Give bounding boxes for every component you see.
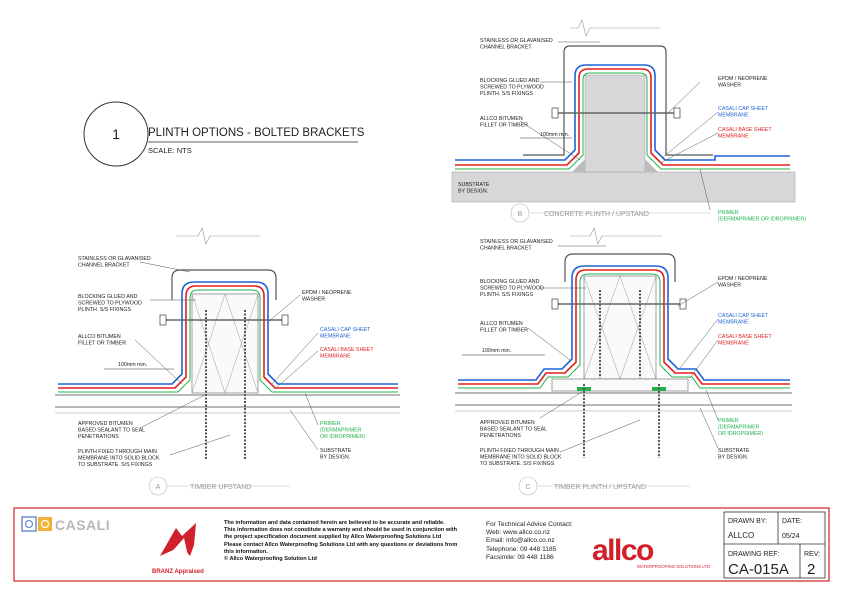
label-washer: EPDM / NEOPRENE WASHER: [718, 276, 768, 289]
leader-line: [662, 112, 718, 158]
disclaimer-line: the project specification document supplied by Allco Waterproofing Solutions Ltd: [224, 534, 442, 541]
contact-phone: Telephone: 09 448 1185: [486, 545, 557, 553]
caption-letter: B: [517, 211, 523, 218]
dimension-label: 100mm min.: [118, 362, 148, 368]
leader-line: [272, 333, 318, 384]
label-fillet: ALLCO BITUMEN FILLET OR TIMBER: [480, 116, 529, 129]
label-sealant: APPROVED BITUMEN BASED SEALANT TO SEAL PENETRATIONS: [78, 421, 146, 440]
label-cap-sheet: CASALI CAP SHEET MEMBRANE: [320, 327, 371, 340]
contact-heading: For Technical Advice Contact:: [486, 521, 573, 528]
date-value: 05/24: [782, 533, 800, 540]
label-blocking: BLOCKING GLUED AND SCREWED TO PLYWOOD PLINTH. S/S FIXINGS: [78, 294, 142, 313]
caption-letter: A: [155, 484, 161, 491]
leader-line: [560, 420, 640, 452]
bolt-head: [160, 315, 166, 325]
disclaimer: [224, 520, 474, 563]
label-substrate: SUBSTRATE BY DESIGN.: [718, 448, 750, 461]
label-cap-sheet: CASALI CAP SHEET MEMBRANE: [718, 313, 769, 326]
leader-line: [678, 282, 718, 306]
timber-plinth: [584, 276, 656, 379]
caption-letter: C: [525, 484, 531, 491]
label-bracket: STAINLESS OR GLAVANISED CHANNEL BRACKET: [480, 239, 553, 252]
contact-info: [486, 521, 586, 562]
bitumen-fillet: [645, 159, 658, 172]
detail-c: [455, 228, 792, 495]
label-washer: EPDM / NEOPRENE WASHER: [302, 290, 352, 303]
date-label: DATE:: [782, 518, 803, 525]
allco-logo: allco: [592, 534, 653, 567]
label-base-sheet: CASALI BASE SHEET MEMBRANE: [718, 334, 772, 347]
leader-line: [668, 82, 700, 113]
allco-tagline: WATERPROOFING SOLUTIONS LTD: [637, 564, 710, 569]
contact-email[interactable]: Email: info@allco.co.nz: [486, 537, 555, 545]
label-cap-sheet: CASALI CAP SHEET MEMBRANE: [718, 106, 769, 119]
label-fixed: PLINTH FIXED THROUGH MAIN MEMBRANE INTO SOLID BLOCK TO SUBSTRATE. S/S FIXINGS: [78, 449, 160, 468]
label-substrate: SUBSTRATE BY DESIGN.: [320, 448, 352, 461]
branz-label: BRANZ Appraised: [152, 569, 204, 575]
dimension-label: 100mm min.: [482, 348, 512, 354]
label-bracket: STAINLESS OR GLAVANISED CHANNEL BRACKET: [480, 38, 553, 51]
label-fillet: ALLCO BITUMEN FILLET OR TIMBER: [480, 321, 529, 334]
leader-line: [140, 262, 190, 272]
drawn-by-label: DRAWN BY:: [728, 518, 768, 525]
label-washer: EPDM / NEOPRENE WASHER: [718, 76, 768, 89]
caption-text: TIMBER UPSTAND: [190, 484, 252, 491]
concrete-plinth: [585, 75, 645, 172]
drawing-title: [84, 102, 365, 166]
caption-text: TIMBER PLINTH / UPSTAND: [554, 484, 647, 491]
leader-line: [290, 410, 318, 450]
leader-line: [680, 319, 718, 368]
title-number: 1: [112, 126, 120, 142]
disclaimer-line: this information.: [224, 548, 268, 555]
casali-logo-mark: [22, 517, 36, 531]
leader-line: [700, 408, 718, 448]
contact-web[interactable]: Web: www.allco.co.nz: [486, 529, 551, 537]
title-scale: SCALE: NTS: [148, 146, 192, 155]
rev-label: REV:: [804, 551, 821, 558]
label-substrate: SUBSTRATE BY DESIGN.: [458, 182, 490, 195]
drawn-by-value: ALLCO: [728, 531, 755, 540]
bolt-head: [552, 299, 558, 309]
disclaimer-line: Please contact Allco Waterproofing Solutions Ltd with any questions or deviations from: [224, 541, 458, 548]
label-sealant: APPROVED BITUMEN BASED SEALANT TO SEAL PENETRATIONS: [480, 420, 548, 439]
caption-text: CONCRETE PLINTH / UPSTAND: [544, 211, 649, 218]
drawing-ref-label: DRAWING REF:: [728, 551, 780, 558]
concrete-substrate: [452, 172, 795, 202]
contact-fax: Facsimile: 09 448 1186: [486, 553, 554, 561]
leader-line: [170, 435, 230, 455]
bolt-head: [552, 108, 558, 118]
leader-line: [660, 133, 718, 163]
label-fixed: PLINTH FIXED THROUGH MAIN MEMBRANE INTO SOLID BLOCK TO SUBSTRATE. S/S FIXINGS: [480, 448, 562, 467]
label-blocking: BLOCKING GLUED AND SCREWED TO PLYWOOD PLINTH. S/S FIXINGS: [480, 78, 544, 97]
label-primer: PRIMER (DERMAPRIMER OR IDROPRIMER): [718, 418, 764, 437]
casali-logo-text: CASALI: [55, 517, 111, 533]
label-base-sheet: CASALI BASE SHEET MEMBRANE: [320, 347, 374, 360]
blocking-base: [552, 379, 688, 391]
leader-line: [140, 395, 205, 428]
label-primer: PRIMER (DERMAPRIMER OR IDROPRIMER): [718, 210, 806, 223]
label-blocking: BLOCKING GLUED AND SCREWED TO PLYWOOD PLINTH. S/S FIXINGS: [480, 279, 544, 298]
break-line: [570, 20, 660, 36]
disclaimer-line: This information does not constitute a warranty and should be used in conjunction with: [224, 527, 458, 534]
detail-b: [452, 20, 806, 223]
leader-line: [520, 121, 580, 160]
nut: [674, 108, 680, 118]
label-primer: PRIMER (DERMAPRIMER OR IDROPRIMER): [320, 421, 366, 440]
timber-plinth: [192, 294, 258, 393]
label-base-sheet: CASALI BASE SHEET MEMBRANE: [718, 127, 772, 140]
break-line: [570, 228, 662, 244]
detail-a: [55, 228, 400, 495]
disclaimer-line: © Allco Waterproofing Solution Ltd: [224, 556, 317, 563]
nut: [282, 315, 288, 325]
rev-value: 2: [807, 561, 816, 578]
leader-line: [305, 393, 318, 425]
drawing-ref-value: CA-015A: [728, 561, 789, 578]
disclaimer-line: The information and data contained herein are believed to be accurate and reliable.: [224, 520, 445, 526]
bitumen-fillet: [572, 159, 585, 172]
break-line: [176, 228, 260, 244]
label-bracket: STAINLESS OR GLAVANISED CHANNEL BRACKET: [78, 256, 151, 269]
leader-line: [690, 340, 718, 378]
dimension-label: 100mm min.: [540, 132, 570, 138]
casali-logo-mark: [38, 517, 52, 531]
label-fillet: ALLCO BITUMEN FILLET OR TIMBER: [78, 334, 127, 347]
title-heading: PLINTH OPTIONS - BOLTED BRACKETS: [148, 127, 365, 139]
